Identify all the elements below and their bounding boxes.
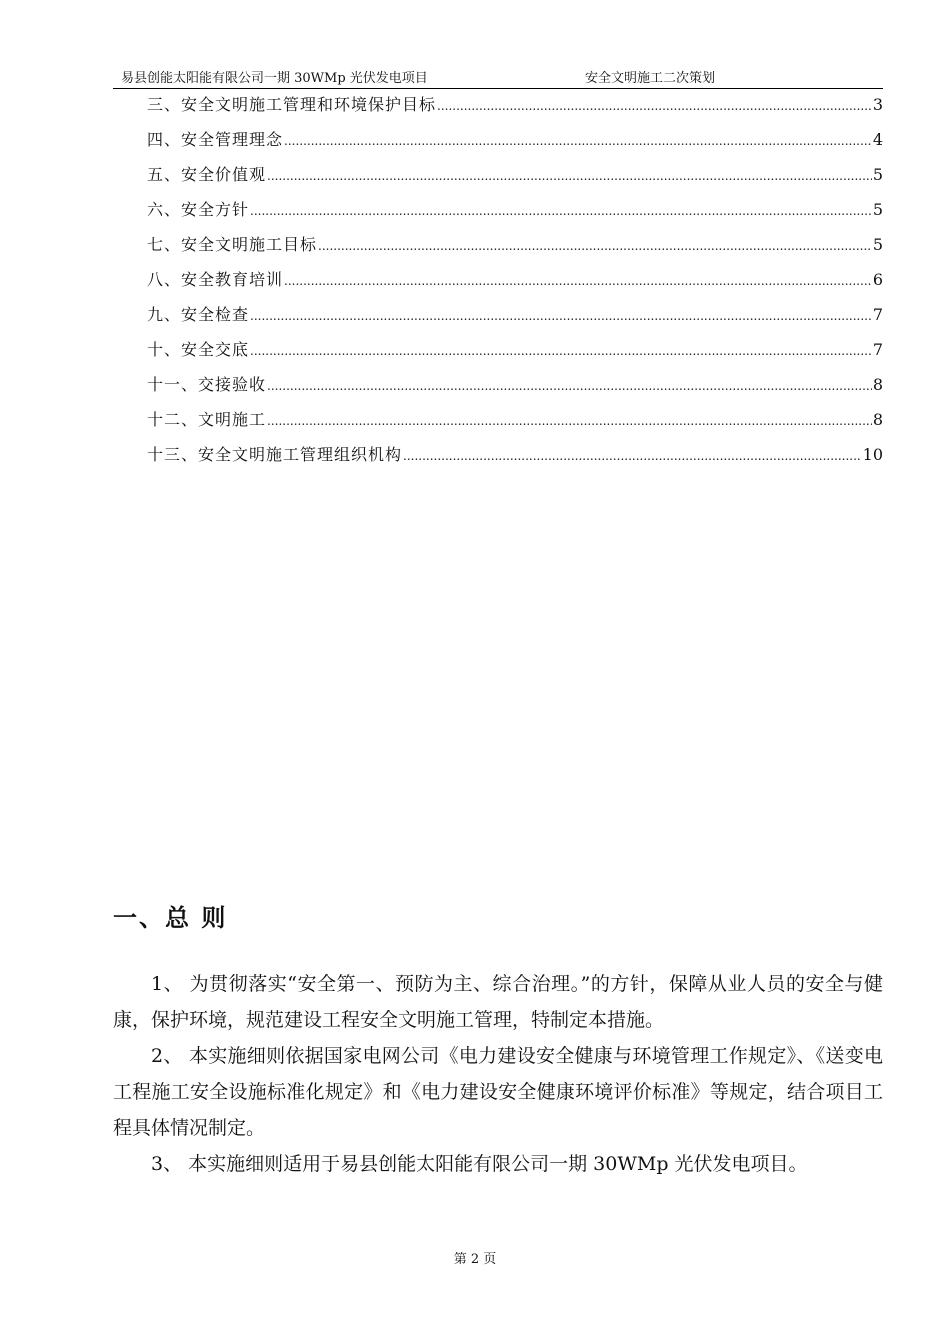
section-heading: 一、总 则 (113, 904, 228, 932)
page-header (113, 64, 883, 89)
section-body (113, 966, 883, 1182)
toc-entry[interactable] (147, 192, 883, 227)
toc-entry-page: 4 (872, 130, 883, 149)
toc-entry[interactable] (147, 367, 883, 402)
page-number: 第 2 页 (453, 1252, 497, 1267)
header-document-title: 安全文明施工二次策划 (585, 71, 716, 86)
toc-leader-dots (267, 367, 872, 404)
toc-entry-label: 八、安全教育培训 (147, 270, 284, 289)
toc-entry-label: 十三、安全文明施工管理组织机构 (147, 445, 403, 464)
header-project-title: 易县创能太阳能有限公司一期 30WMp 光伏发电项目 (121, 71, 428, 86)
toc-entry-page: 5 (872, 235, 883, 254)
toc-leader-dots (250, 192, 872, 229)
toc-entry[interactable] (147, 297, 883, 332)
toc-entry[interactable] (147, 87, 883, 122)
toc-entry[interactable] (147, 262, 883, 297)
toc-leader-dots (403, 437, 862, 474)
toc-leader-dots (250, 297, 872, 334)
page-footer (0, 1248, 950, 1267)
toc-leader-dots (250, 332, 872, 369)
toc-entry-page: 5 (872, 200, 883, 219)
toc-entry-page: 8 (872, 375, 883, 394)
toc-entry[interactable] (147, 332, 883, 367)
toc-leader-dots (267, 157, 872, 194)
toc-entry-page: 8 (872, 410, 883, 429)
toc-entry-label: 五、安全价值观 (147, 165, 267, 184)
toc-entry-label: 十一、交接验收 (147, 375, 267, 394)
toc-entry-page: 7 (872, 340, 883, 359)
table-of-contents (147, 87, 883, 472)
toc-entry[interactable] (147, 227, 883, 262)
body-paragraph: 2、 本实施细则依据国家电网公司《电力建设安全健康与环境管理工作规定》、《送变电工程施工安全设施标准化规定》和《电力建设安全健康环境评价标准》等规定，结合项目工程具体情况制定。 (113, 1045, 883, 1139)
toc-entry-page: 6 (872, 270, 883, 289)
toc-entry-page: 7 (872, 305, 883, 324)
toc-entry-label: 四、安全管理理念 (147, 130, 284, 149)
toc-entry-label: 三、安全文明施工管理和环境保护目标 (147, 95, 437, 114)
toc-entry-label: 七、安全文明施工目标 (147, 235, 318, 254)
toc-entry[interactable] (147, 122, 883, 157)
toc-entry-label: 十、安全交底 (147, 340, 250, 359)
toc-leader-dots (267, 402, 872, 439)
toc-entry-page: 10 (862, 445, 883, 464)
toc-leader-dots (318, 227, 872, 264)
toc-leader-dots (437, 87, 872, 124)
toc-entry-label: 六、安全方针 (147, 200, 250, 219)
toc-entry[interactable] (147, 157, 883, 192)
toc-entry[interactable] (147, 402, 883, 437)
toc-entry-label: 九、安全检查 (147, 305, 250, 324)
toc-leader-dots (284, 122, 872, 159)
toc-leader-dots (284, 262, 872, 299)
body-paragraph: 3、 本实施细则适用于易县创能太阳能有限公司一期 30WMp 光伏发电项目。 (151, 1153, 808, 1175)
toc-entry-page: 5 (872, 165, 883, 184)
toc-entry[interactable] (147, 437, 883, 472)
toc-entry-label: 十二、文明施工 (147, 410, 267, 429)
body-paragraph: 1、 为贯彻落实“安全第一、预防为主、综合治理。”的方针，保障从业人员的安全与健康，保护环境，规范建设工程安全文明施工管理，特制定本措施。 (113, 973, 883, 1031)
toc-entry-page: 3 (872, 95, 883, 114)
